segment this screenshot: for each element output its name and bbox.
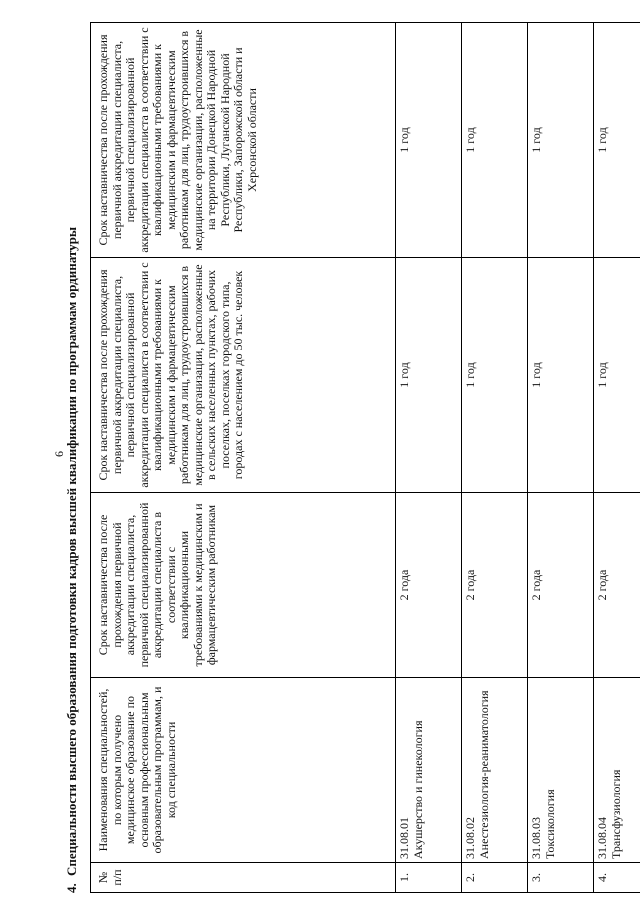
row-number: 3. bbox=[528, 863, 594, 893]
row-number: 4. bbox=[594, 863, 640, 893]
term-rural: 1 год bbox=[396, 258, 462, 493]
term-general: 2 года bbox=[462, 493, 528, 678]
term-general: 2 года bbox=[594, 493, 640, 678]
page-number: 6 bbox=[52, 451, 66, 457]
specialty-cell bbox=[462, 678, 528, 863]
term-general: 2 года bbox=[528, 493, 594, 678]
header-term-general: Срок наставничества после прохождения первичной аккредитации специалиста, первичной специализированной аккредитации специалиста в соответствии с квалификационными требованиями к медицинским и фармацевтическим работникам bbox=[91, 493, 396, 678]
specialty-cell bbox=[528, 678, 594, 863]
header-term-regions: Срок наставничества после прохождения первичной аккредитации специалиста, первичной специализированной аккредитации специалиста в соответствии с квалификационными требованиями к медицинским и фармацевтическим работникам для лиц, трудоустроившихся в медицинские организации, расположенные на территории Донецкой Народной Республики, Луганской Народной Республики, Запорожской области и Херсонской области bbox=[91, 23, 396, 258]
table-header-row bbox=[91, 23, 396, 893]
specialty-code: 31.08.03 bbox=[529, 817, 543, 859]
specialty-name: Токсикология bbox=[542, 789, 557, 859]
specialty-code: 31.08.02 bbox=[463, 817, 477, 859]
header-term-rural: Срок наставничества после прохождения первичной аккредитации специалиста, первичной специализированной аккредитации специалиста в соответствии с квалификационными требованиями к медицинским и фармацевтическим работникам для лиц, трудоустроившихся в медицинские организации, расположенные в сельских населенных пунктах, рабочих поселках, поселках городского типа, городах с населением до 50 тыс. человек bbox=[91, 258, 396, 493]
table-row bbox=[528, 23, 594, 893]
row-number: 1. bbox=[396, 863, 462, 893]
term-regions: 1 год bbox=[528, 23, 594, 258]
specialty-name: Анестезиология-реаниматология bbox=[476, 690, 491, 859]
specialty-cell bbox=[396, 678, 462, 863]
specialty-code: 31.08.01 bbox=[397, 817, 411, 859]
specialties-table bbox=[90, 22, 640, 893]
section-title: Специальности высшего образования подготовки кадров высшей квалификации по программам ординатуры bbox=[64, 227, 79, 876]
term-regions: 1 год bbox=[594, 23, 640, 258]
term-general: 2 года bbox=[396, 493, 462, 678]
header-specialty: Наименования специальностей, по которым получено медицинское образование по основным профессиональным образовательным программам, и код специальности bbox=[91, 678, 396, 863]
term-rural: 1 год bbox=[528, 258, 594, 493]
term-regions: 1 год bbox=[462, 23, 528, 258]
header-number: № п/п bbox=[91, 863, 396, 893]
term-rural: 1 год bbox=[594, 258, 640, 493]
table-row bbox=[462, 23, 528, 893]
section-heading bbox=[64, 13, 80, 893]
table-row bbox=[396, 23, 462, 893]
section-number: 4. bbox=[64, 883, 79, 893]
term-regions: 1 год bbox=[396, 23, 462, 258]
table-row bbox=[594, 23, 640, 893]
specialty-name: Трансфузиология bbox=[608, 769, 623, 859]
row-number: 2. bbox=[462, 863, 528, 893]
term-rural: 1 год bbox=[462, 258, 528, 493]
specialty-code: 31.08.04 bbox=[595, 817, 609, 859]
specialty-name: Акушерство и гинекология bbox=[410, 720, 425, 859]
specialty-cell bbox=[594, 678, 640, 863]
